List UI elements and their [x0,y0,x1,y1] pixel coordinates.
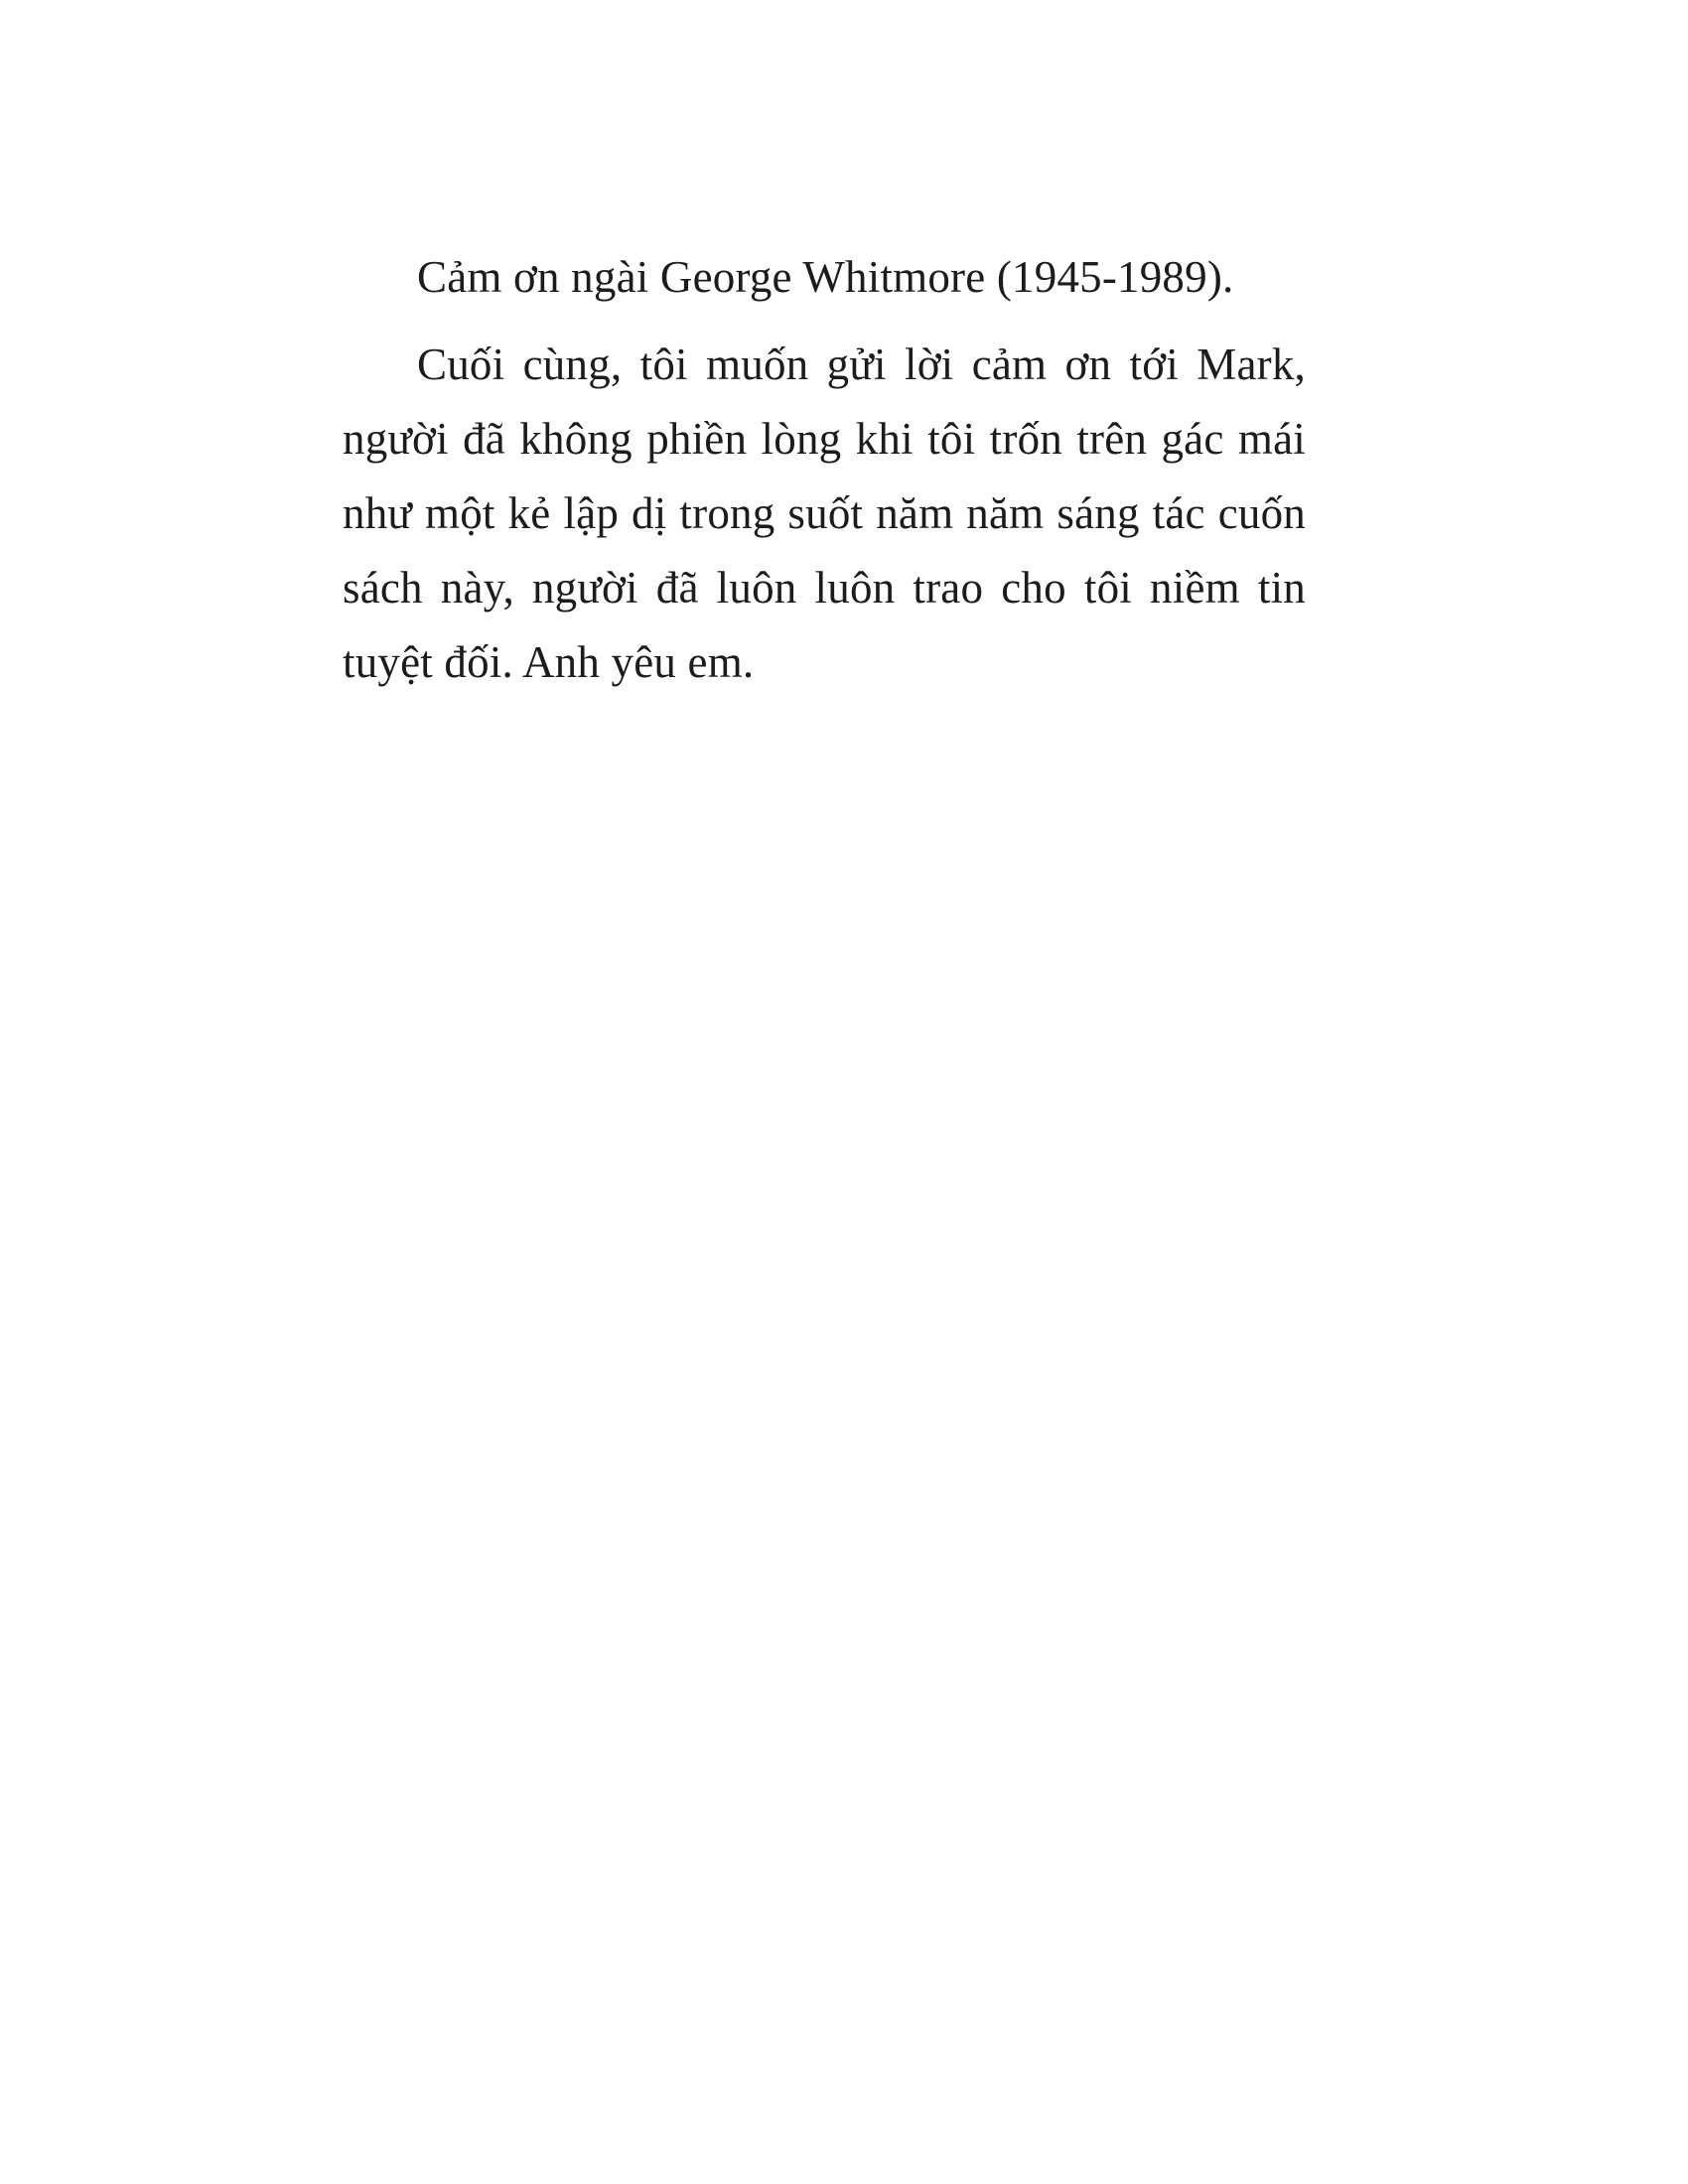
paragraph-dedication [343,240,1306,315]
dedication-line: Cảm ơn ngài George Whitmore (1945-1989). [417,252,1234,302]
thanks-line-1: Cuối cùng, tôi muốn gửi lời cảm ơn tới Mark, [417,340,1306,389]
thanks-line-2: người đã không phiền lòng khi tôi trốn trên gác mái [343,414,1306,464]
acknowledgement-text-block [343,240,1306,700]
paragraph-thanks [343,328,1306,700]
thanks-line-4: sách này, người đã luôn luôn trao cho tôi niềm tin [343,563,1306,613]
thanks-line-5: tuyệt đối. Anh yêu em. [343,637,755,687]
thanks-line-3: như một kẻ lập dị trong suốt năm năm sáng tác cuốn [343,488,1306,538]
